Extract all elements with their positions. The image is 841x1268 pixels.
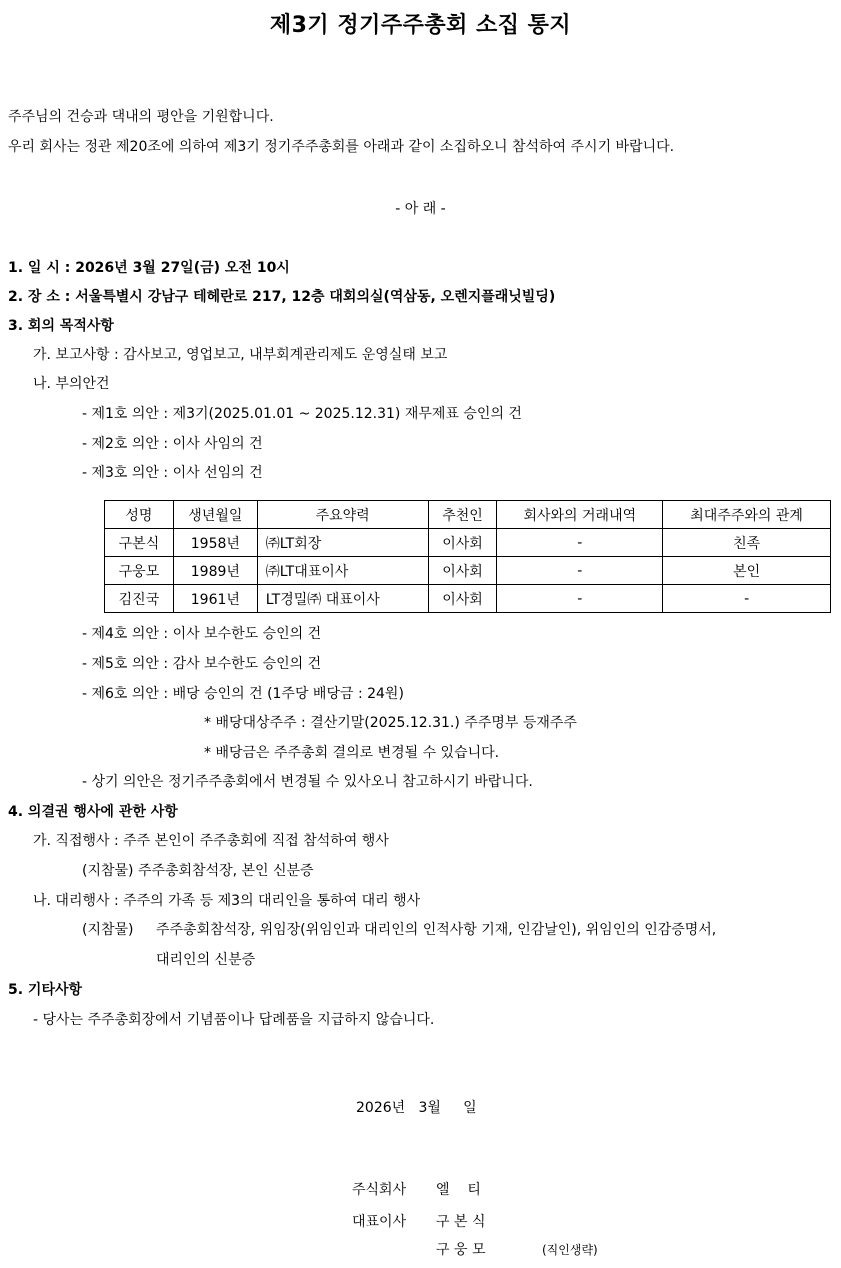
cell-recommender: 이사회 [428, 585, 497, 613]
company-label: 주식회사 [352, 1182, 407, 1198]
header-recommender: 추천인 [428, 501, 497, 529]
cell-career: ㈜LT대표이사 [257, 557, 428, 585]
meeting-date: 1. 일 시 : 2026년 3월 27일(금) 오전 10시 [8, 260, 290, 276]
candidate-table [104, 500, 831, 613]
table-header-row [105, 501, 831, 529]
dividend-note-2: * 배당금은 주주총회 결의로 변경될 수 있습니다. [204, 745, 500, 761]
proxy-voting: 나. 대리행사 : 주주의 가족 등 제3의 대리인을 통하여 대리 행사 [33, 893, 421, 909]
cell-name: 구본식 [105, 529, 174, 557]
cell-name: 구웅모 [105, 557, 174, 585]
etc-heading: 5. 기타사항 [8, 982, 83, 998]
notice-date: 2026년 3월 일 [356, 1100, 477, 1116]
ceo-label: 대표이사 [352, 1214, 407, 1230]
ceo-name-2: 구 웅 모 [436, 1242, 486, 1258]
dividend-note-1: * 배당대상주주 : 결산기말(2025.12.31.) 주주명부 등재주주 [204, 715, 577, 731]
meeting-place: 2. 장 소 : 서울특별시 강남구 테헤란로 217, 12층 대회의실(역삼동, 오렌지플래닛빌딩) [8, 289, 556, 305]
motion-5: - 제5호 의안 : 감사 보수한도 승인의 건 [82, 656, 322, 672]
agenda-change-note: - 상기 의안은 정기주주총회에서 변경될 수 있사오니 참고하시기 바랍니다. [82, 774, 533, 790]
table-row [105, 529, 831, 557]
direct-voting-docs: (지참물) 주주총회참석장, 본인 신분증 [82, 863, 314, 879]
motion-1: - 제1호 의안 : 제3기(2025.01.01 ~ 2025.12.31) 재무제표 승인의 건 [82, 406, 522, 422]
document-title: 제3기 정기주주총회 소집 통지 [269, 13, 572, 38]
header-relation: 최대주주와의 관계 [663, 501, 831, 529]
cell-birth: 1958년 [173, 529, 257, 557]
cell-relation: - [663, 585, 831, 613]
cell-birth: 1989년 [173, 557, 257, 585]
motion-2: - 제2호 의안 : 이사 사임의 건 [82, 436, 263, 452]
cell-name: 김진국 [105, 585, 174, 613]
cell-birth: 1961년 [173, 585, 257, 613]
cell-career: ㈜LT회장 [257, 529, 428, 557]
table-row [105, 557, 831, 585]
header-name: 성명 [105, 501, 174, 529]
motion-6: - 제6호 의안 : 배당 승인의 건 (1주당 배당금 : 24원) [82, 686, 404, 702]
proxy-docs-line-2: 대리인의 신분증 [156, 952, 256, 968]
cell-transactions: - [497, 557, 663, 585]
header-career: 주요약력 [257, 501, 428, 529]
cell-recommender: 이사회 [428, 529, 497, 557]
cell-recommender: 이사회 [428, 557, 497, 585]
header-birth: 생년월일 [173, 501, 257, 529]
resolution-heading: 나. 부의안건 [33, 376, 110, 392]
cell-career: LT경밀㈜ 대표이사 [257, 585, 428, 613]
motion-3: - 제3호 의안 : 이사 선임의 건 [82, 465, 263, 481]
cell-relation: 본인 [663, 557, 831, 585]
voting-heading: 4. 의결권 행사에 관한 사항 [8, 804, 178, 820]
agenda-heading: 3. 회의 목적사항 [8, 318, 114, 334]
proxy-docs-label: (지참물) [82, 922, 134, 938]
report-items: 가. 보고사항 : 감사보고, 영업보고, 내부회계관리제도 운영실태 보고 [33, 347, 448, 363]
greeting-line-1: 주주님의 건승과 댁내의 평안을 기원합니다. [8, 109, 274, 125]
company-name: 엘 티 [436, 1182, 481, 1198]
direct-voting: 가. 직접행사 : 주주 본인이 주주총회에 직접 참석하여 행사 [33, 833, 389, 849]
cell-relation: 친족 [663, 529, 831, 557]
ceo-name-1: 구 본 식 [436, 1214, 486, 1230]
proxy-docs-line-1: 주주총회참석장, 위임장(위임인과 대리인의 인적사항 기재, 인감날인), 위임인의 인감증명서, [156, 922, 717, 938]
etc-note: - 당사는 주주총회장에서 기념품이나 답례품을 지급하지 않습니다. [33, 1012, 435, 1028]
header-transactions: 회사와의 거래내역 [497, 501, 663, 529]
cell-transactions: - [497, 529, 663, 557]
motion-4: - 제4호 의안 : 이사 보수한도 승인의 건 [82, 626, 322, 642]
seal-omitted-note: (직인생략) [542, 1243, 598, 1257]
table-row [105, 585, 831, 613]
cell-transactions: - [497, 585, 663, 613]
notice-separator: - 아 래 - [395, 201, 446, 217]
greeting-line-2: 우리 회사는 정관 제20조에 의하여 제3기 정기주주총회를 아래과 같이 소집하오니 참석하여 주시기 바랍니다. [8, 139, 675, 155]
